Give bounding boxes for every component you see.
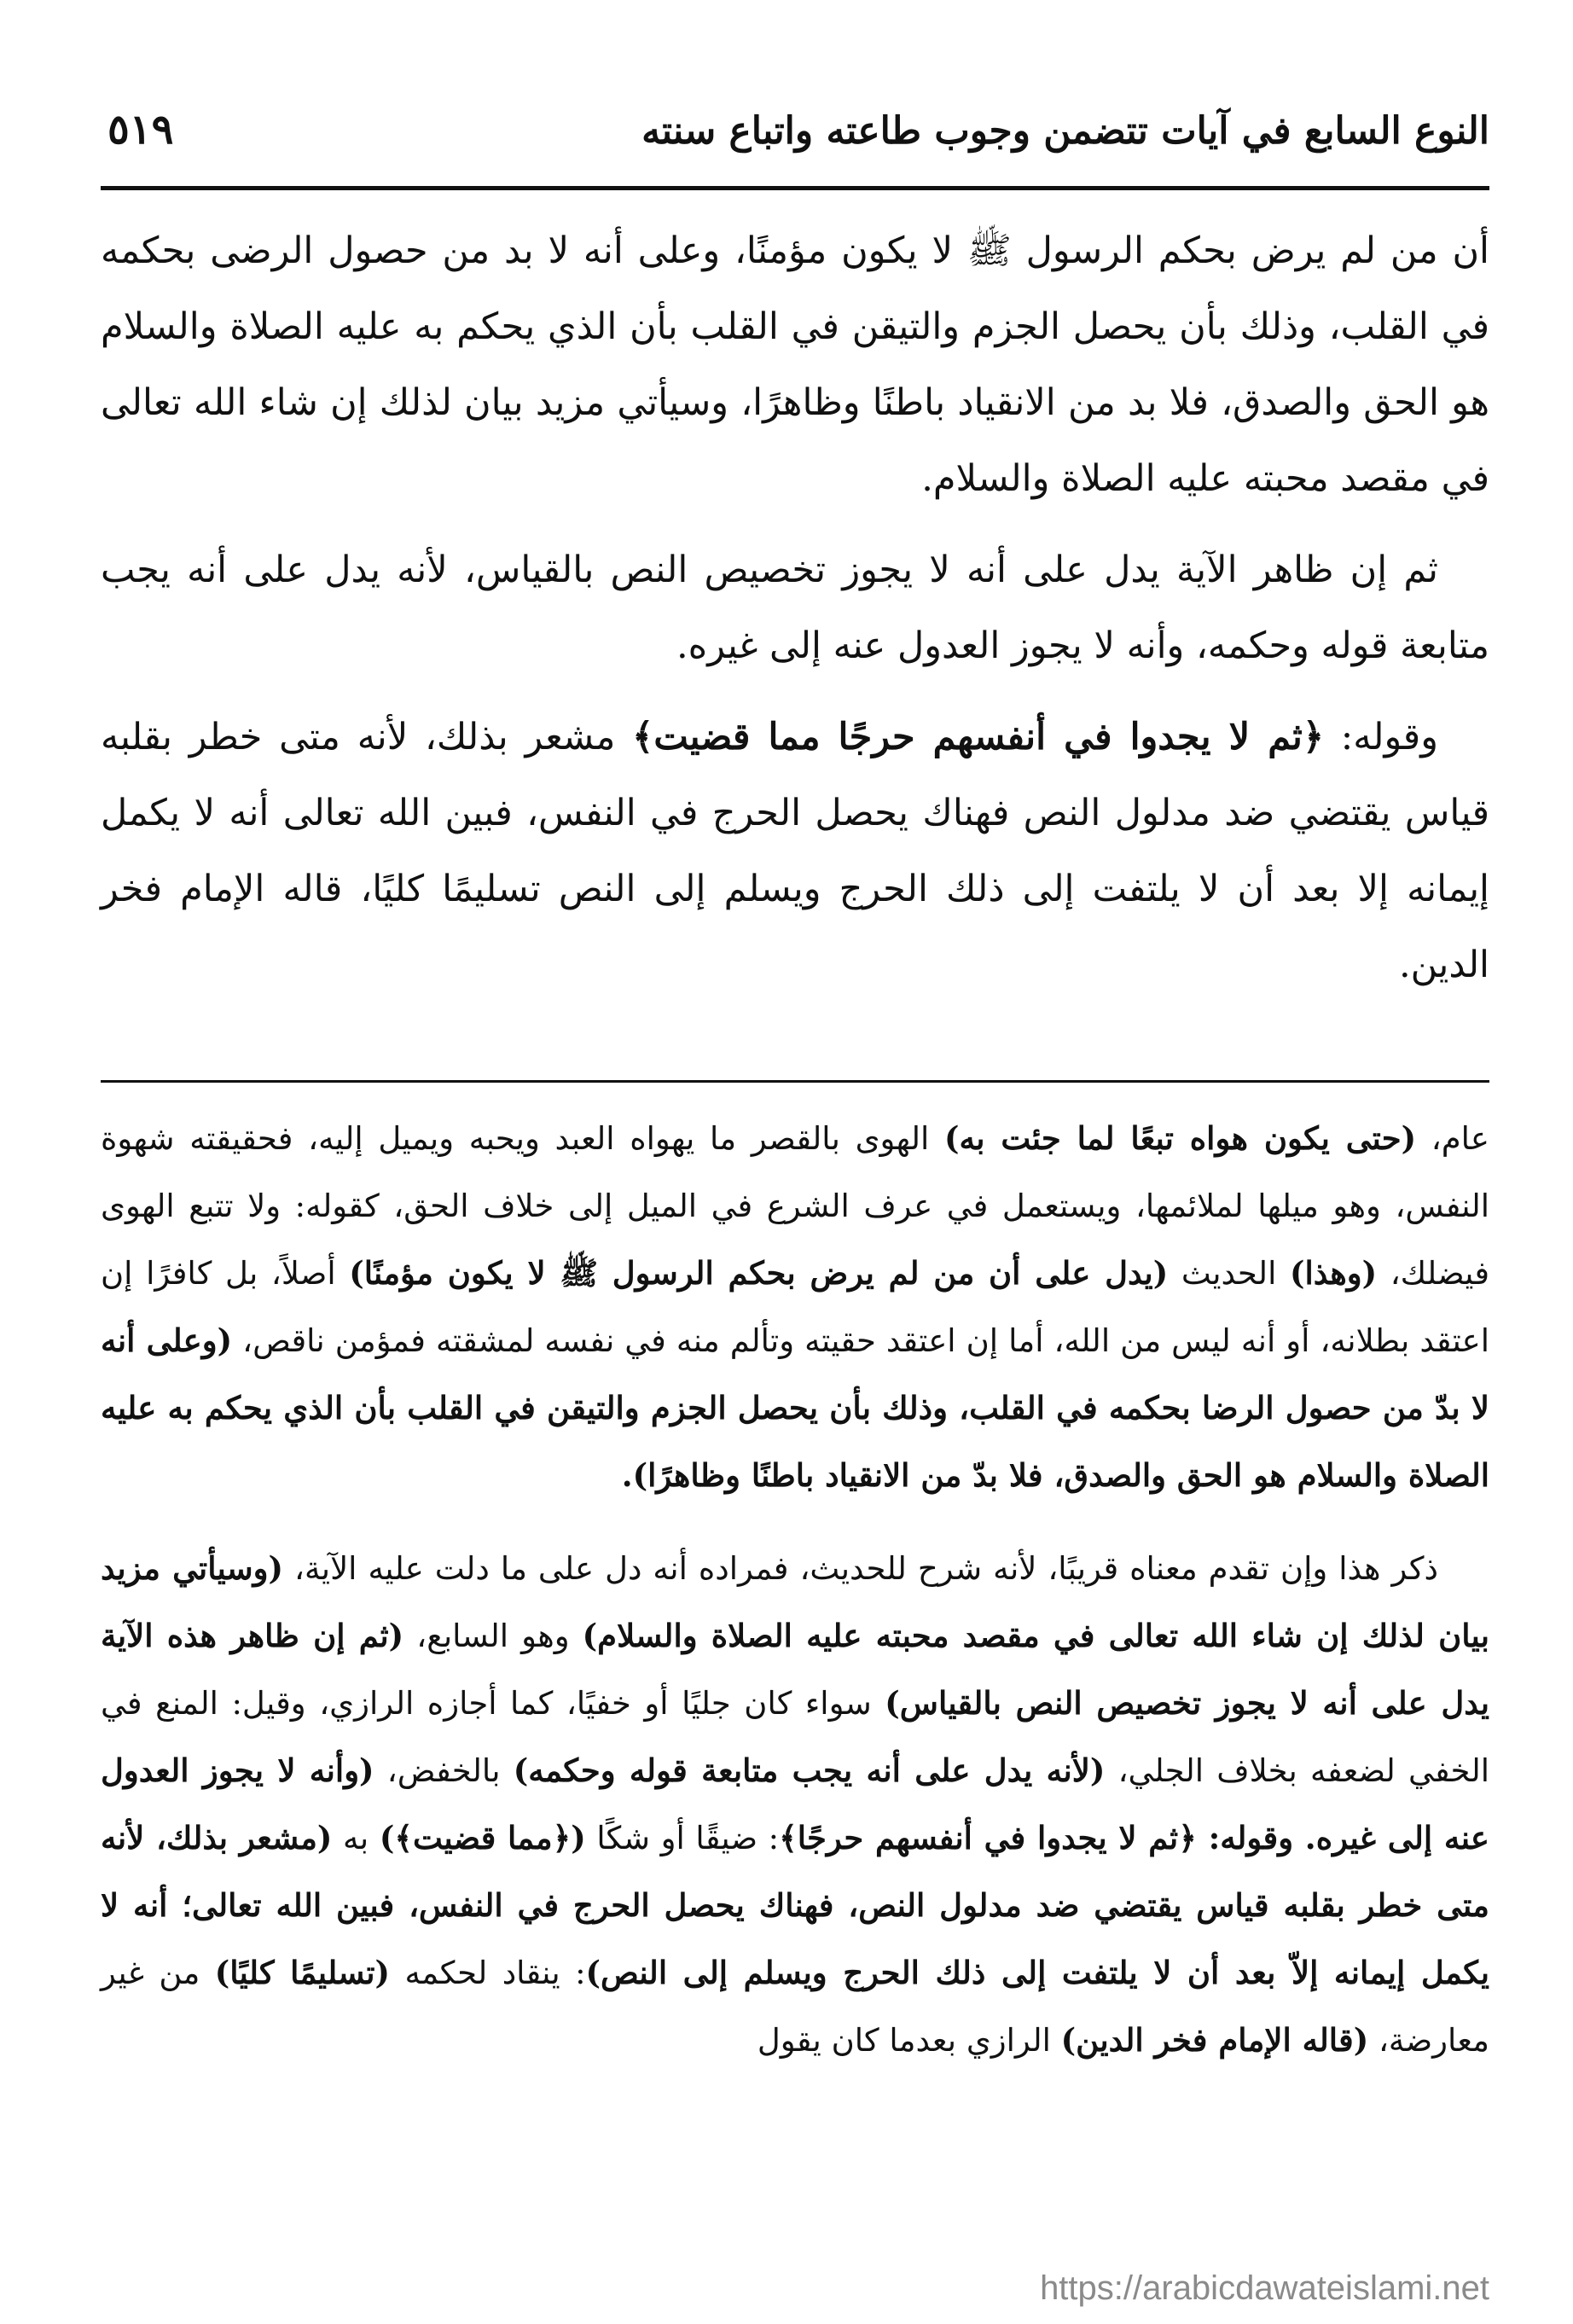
- commentary-matn-segment: (قاله الإمام فخر الدين): [1060, 2021, 1369, 2059]
- commentary-matn-segment: (وهذا): [1289, 1254, 1378, 1292]
- commentary-text: [101, 1105, 1489, 2100]
- page-number: ٥١٩: [107, 106, 174, 154]
- commentary-sharh-segment: الحديث: [1168, 1255, 1290, 1292]
- commentary-sharh-segment: بالخفض،: [374, 1752, 514, 1789]
- commentary-sharh-segment: : ضيقًا أو شكًا: [585, 1820, 780, 1856]
- main-paragraph-2: ثم إن ظاهر الآية يدل على أنه لا يجوز تخصيص النص بالقياس، لأنه يدل على أنه يجب متابعة قوله وحكمه، وأنه لا يجوز العدول عنه إلى غيره.: [101, 549, 1489, 667]
- commentary-paragraph-2: [101, 1535, 1489, 2074]
- commentary-matn-segment: (مشعر بذلك، لأنه متى خطر بقلبه قياس يقتضي ضد مدلول النص، فهناك يحصل الحرج في النفس، فبين الله تعالى؛ أنه لا يكمل إيمانه إلاّ بعد أن لا يلتفت إلى ذلك الحرج ويسلم إلى النص): [101, 1819, 1489, 1991]
- commentary-matn-segment: (ثم إن ظاهر هذه الآية يدل على أنه لا يجوز تخصيص النص بالقياس): [101, 1617, 1489, 1722]
- commentary-sharh-segment: عام،: [1416, 1120, 1490, 1157]
- page-header: [101, 102, 1489, 179]
- commentary-sharh-segment: ذكر هذا وإن تقدم معناه قريبًا، لأنه شرح للحديث، فمراده أنه دل على ما دلت عليه الآية،: [283, 1550, 1438, 1587]
- commentary-sharh-segment: أصلاً، بل كافرًا إن اعتقد بطلانه، أو أنه ليس من الله، أما إن اعتقد حقيته وتألم منه في نفسه لمشقته فمؤمن ناقص،: [101, 1255, 1489, 1359]
- main-text: [101, 213, 1489, 1019]
- main-p3-lead: وقوله:: [1324, 716, 1438, 758]
- commentary-sharh-segment: الرازي بعدما كان يقول: [757, 2022, 1061, 2059]
- commentary-matn-segment: (﴿مما قضيت﴾): [379, 1819, 586, 1856]
- commentary-matn-segment: (لأنه يدل على أنه يجب متابعة قوله وحكمه): [513, 1752, 1106, 1789]
- commentary-matn-segment: (يدل على أن من لم يرض بحكم الرسول ﷺ لا يكون مؤمنًا): [349, 1254, 1169, 1292]
- commentary-matn-segment: (حتى يكون هواه تبعًا لما جئت به): [943, 1119, 1417, 1157]
- commentary-separator: [101, 1080, 1489, 1083]
- main-paragraph-1: أن من لم يرض بحكم الرسول ﷺ لا يكون مؤمنًا، وعلى أنه لا بد من حصول الرضى بحكمه في القلب، وذلك بأن يحصل الجزم والتيقن في القلب بأن الذي يحكم به عليه الصلاة والسلام هو الحق والصدق، فلا بد من الانقياد باطنًا وظاهرًا، وسيأتي مزيد بيان لذلك إن شاء الله تعالى في مقصد محبته عليه الصلاة والسلام.: [101, 229, 1489, 500]
- commentary-sharh-segment: : ينقاد لحكمه: [390, 1955, 586, 1991]
- quran-quote: ﴿ثم لا يجدوا في أنفسهم حرجًا مما قضيت﴾: [632, 716, 1325, 758]
- commentary-matn-segment: (وأنه لا يجوز العدول عنه إلى غيره. وقوله: ﴿ثم لا يجدوا في أنفسهم حرجًا﴾: [101, 1752, 1489, 1856]
- commentary-sharh-segment: الهوى بالقصر ما يهواه العبد ويحبه ويميل إليه، فحقيقته شهوة النفس، وهو ميلها لملائمها، ويستعمل في عرف الشرع في الميل إلى خلاف الحق، كقوله: ولا تتبع الهوى فيضلك،: [101, 1120, 1490, 1292]
- commentary-sharh-segment: من غير معارضة،: [101, 1955, 1489, 2059]
- main-paragraph-3: [101, 700, 1489, 1003]
- commentary-sharh-segment: وهو السابع،: [403, 1618, 583, 1654]
- commentary-matn-segment: (وسيأتي مزيد بيان لذلك إن شاء الله تعالى في مقصد محبته عليه الصلاة والسلام): [101, 1549, 1490, 1654]
- commentary-sharh-segment: سواء كان جليًا أو خفيًا، كما أجازه الرازي، وقيل: المنع في الخفي لضعفه بخلاف الجلي،: [101, 1685, 1489, 1789]
- watermark-url: https://arabicdawateislami.net: [1040, 2269, 1489, 2307]
- main-p3-rest: مشعر بذلك، لأنه متى خطر بقلبه قياس يقتضي ضد مدلول النص فهناك يحصل الحرج في النفس، فبين الله تعالى أنه لا يكمل إيمانه إلا بعد أن لا يلتفت إلى ذلك الحرج ويسلم إلى النص تسليمًا كليًا، قاله الإمام فخر الدين.: [101, 716, 1489, 986]
- header-rule: [101, 186, 1489, 190]
- commentary-paragraph-1: [101, 1105, 1489, 1509]
- commentary-matn-segment: (وعلى أنه لا بدّ من حصول الرضا بحكمه في القلب، وذلك بأن يحصل الجزم والتيقن في القلب بأن الذي يحكم به عليه الصلاة والسلام هو الحق والصدق، فلا بدّ من الانقياد باطنًا وظاهرًا).: [101, 1322, 1489, 1494]
- running-title: النوع السابع في آيات تتضمن وجوب طاعته واتباع سنته: [641, 109, 1489, 153]
- commentary-matn-segment: (تسليمًا كليًا): [214, 1954, 391, 1991]
- commentary-sharh-segment: به: [332, 1820, 380, 1856]
